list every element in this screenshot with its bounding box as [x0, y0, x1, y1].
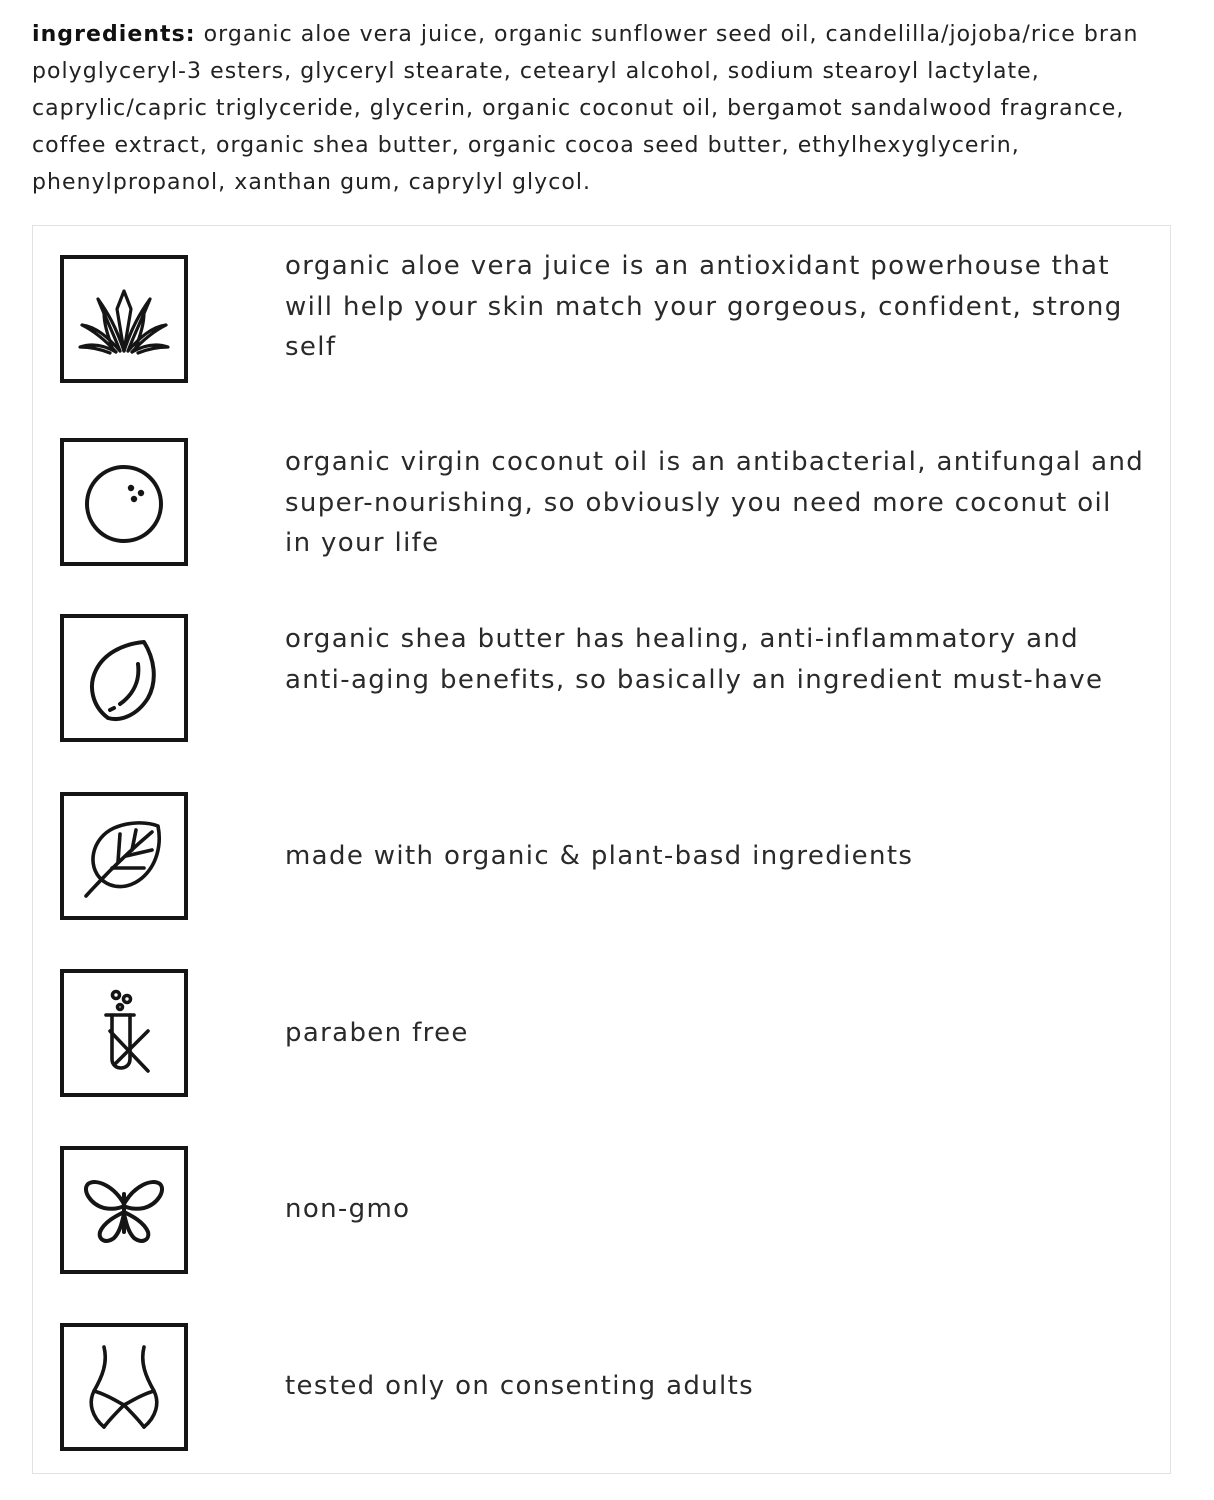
ingredients-list: organic aloe vera juice, organic sunflower seed oil, candelilla/jojoba/rice bran polyglyceryl-3 esters, glyceryl stearate, cetearyl alcohol, sodium stearoyl lactylate, caprylic/capric triglyceride, glycerin, organic coconut oil, bergamot sandalwood fragrance, coffee extract, organic shea butter, organic cocoa seed butter, ethylhexyglycerin, phenylpropanol, xanthan gum, caprylyl glycol. [32, 22, 1139, 195]
feature-text: tested only on consenting adults [285, 1371, 755, 1401]
feature-text: paraben free [285, 1018, 469, 1048]
body-silhouette-icon [74, 1337, 174, 1437]
aloe-plant-icon [74, 269, 174, 369]
icon-box [60, 969, 188, 1097]
icon-box [60, 614, 188, 742]
shea-nut-icon [74, 628, 174, 728]
leaf-icon [74, 806, 174, 906]
test-tube-crossed-icon [74, 983, 174, 1083]
icon-box [60, 792, 188, 920]
feature-text: organic aloe vera juice is an antioxidant powerhouse that will help your skin match your gorgeous, confident, strong self [285, 251, 1123, 362]
coconut-icon [74, 452, 174, 552]
feature-text: made with organic & plant-basd ingredients [285, 841, 914, 871]
ingredients-paragraph [32, 16, 1182, 201]
ingredients-label: ingredients: [32, 22, 196, 47]
feature-text: organic virgin coconut oil is an antibacterial, antifungal and super-nourishing, so obviously you need more coconut oil in your life [285, 447, 1145, 558]
icon-box [60, 1146, 188, 1274]
butterfly-icon [74, 1160, 174, 1260]
icon-box [60, 1323, 188, 1451]
icon-box [60, 438, 188, 566]
feature-text: non-gmo [285, 1194, 411, 1224]
benefits-panel [32, 225, 1171, 1474]
icon-box [60, 255, 188, 383]
feature-text: organic shea butter has healing, anti-inflammatory and anti-aging benefits, so basically an ingredient must-have [285, 624, 1104, 695]
